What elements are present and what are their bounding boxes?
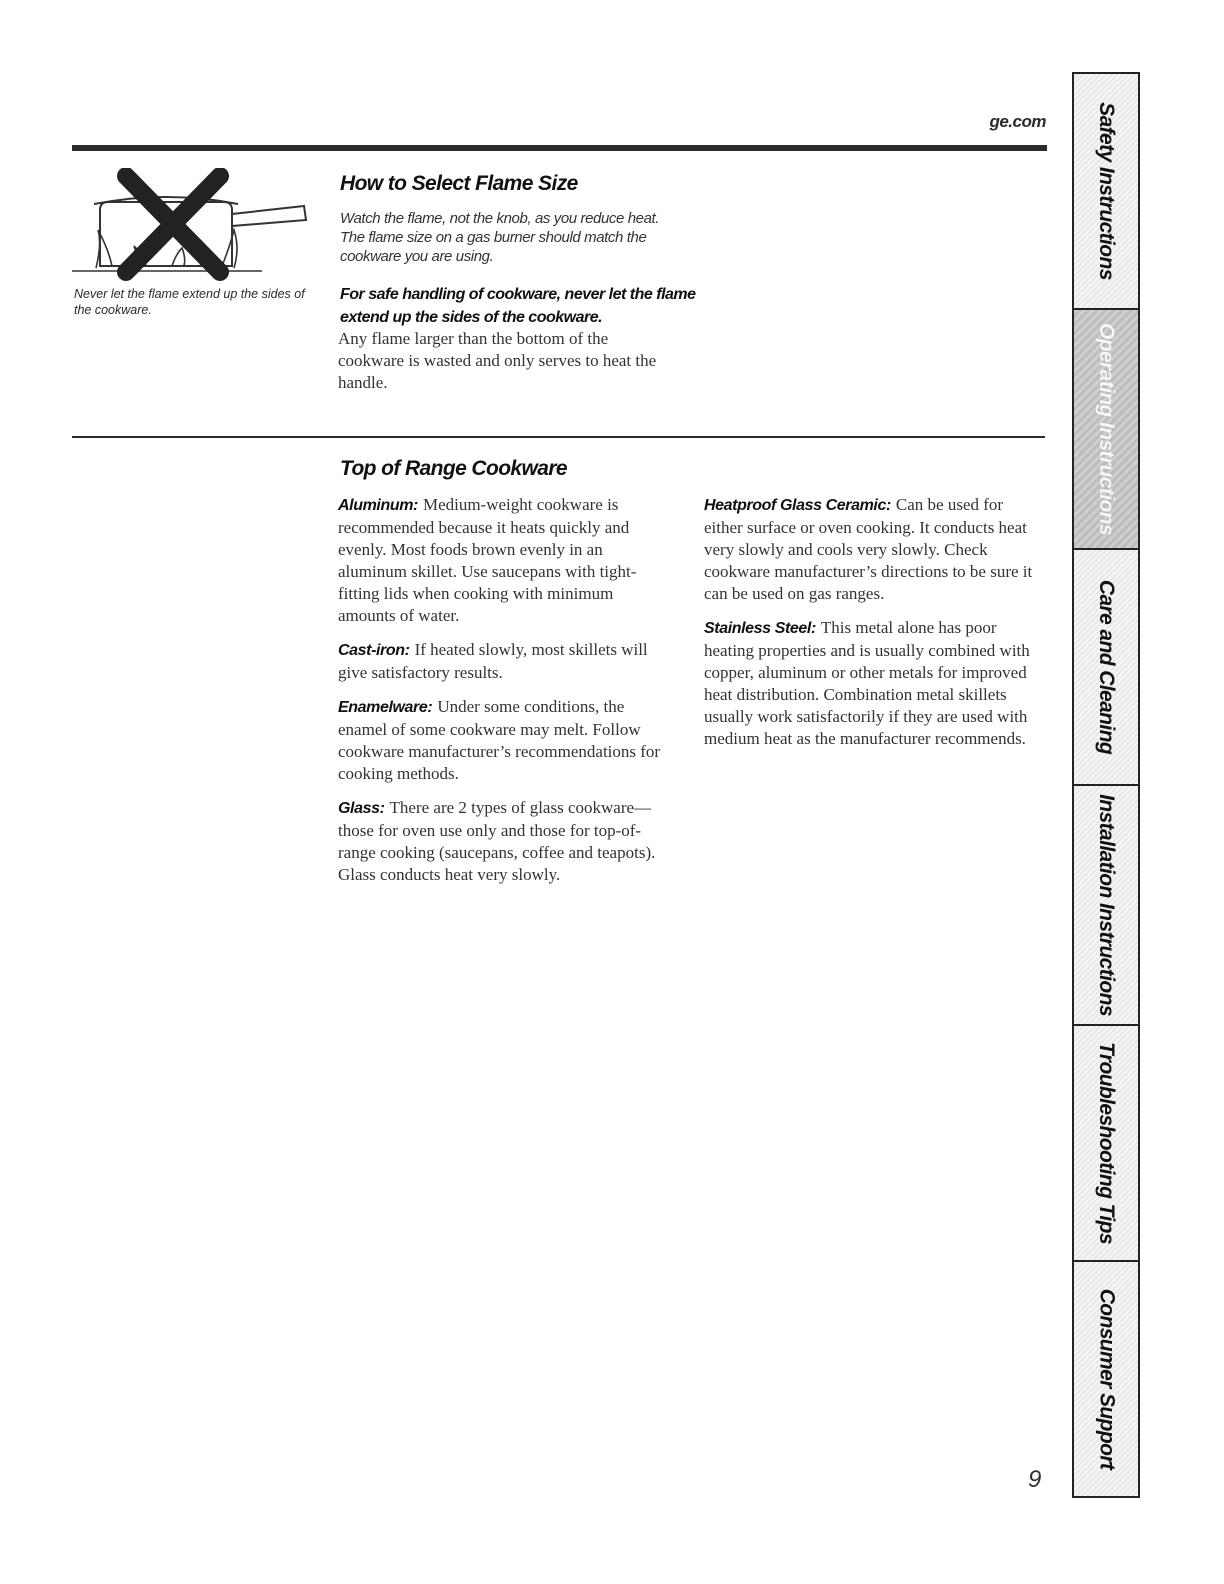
cookware-right-column xyxy=(704,494,1044,762)
tab-operating-instructions[interactable] xyxy=(1074,310,1138,550)
flame-warning-illustration xyxy=(72,168,312,282)
cookware-left-column xyxy=(338,494,673,898)
cookware-entry-aluminum xyxy=(338,494,673,627)
page-number: 9 xyxy=(1028,1466,1042,1493)
cookware-entry-cast-iron xyxy=(338,639,673,684)
cookware-entry-stainless-steel xyxy=(704,617,1044,750)
entry-term: Glass: xyxy=(338,800,385,817)
entry-term: Heatproof Glass Ceramic: xyxy=(704,497,891,514)
cookware-entry-glass xyxy=(338,797,673,886)
section-tab-sidebar xyxy=(1072,72,1140,1498)
tab-label: Operating Instructions xyxy=(1095,323,1118,535)
tab-care-and-cleaning[interactable] xyxy=(1074,550,1138,786)
tab-label: Troubleshooting Tips xyxy=(1095,1042,1119,1244)
entry-term: Cast-iron: xyxy=(338,642,410,659)
tab-safety-instructions[interactable] xyxy=(1074,74,1138,310)
illustration-caption: Never let the flame extend up the sides of the cookware. xyxy=(74,287,305,317)
entry-text: If heated slowly, most skillets will give satisfactory results. xyxy=(338,640,648,682)
cookware-section-title: Top of Range Cookware xyxy=(340,457,567,480)
flame-intro: Watch the flame, not the knob, as you reduce heat. The flame size on a gas burner should match the cookware you are using. xyxy=(340,210,660,265)
entry-text: There are 2 types of glass cookware—those for oven use only and those for top-of-range cooking (saucepans, coffee and teapots). Glass conducts heat very slowly. xyxy=(338,798,656,884)
entry-text: Under some conditions, the enamel of some cookware may melt. Follow cookware manufacturer’s recommendations for cooking methods. xyxy=(338,697,661,783)
entry-term: Aluminum: xyxy=(338,497,418,514)
entry-term: Stainless Steel: xyxy=(704,620,816,637)
entry-text: Can be used for either surface or oven cooking. It conducts heat very slowly and cools very slowly. Check cookware manufacturer’s directions to be sure it can be used on gas ranges. xyxy=(704,495,1033,603)
tab-troubleshooting-tips[interactable] xyxy=(1074,1026,1138,1262)
tab-label: Installation Instructions xyxy=(1095,794,1119,1016)
cookware-entry-glass-ceramic xyxy=(704,494,1044,605)
tab-label: Safety Instructions xyxy=(1095,102,1118,280)
tab-label: Care and Cleaning xyxy=(1095,579,1118,755)
flame-section-title: How to Select Flame Size xyxy=(340,172,578,195)
entry-text: This metal alone has poor heating properties and is usually combined with copper, aluminum or other metals for improved heat distribution. Combination metal skillets usually work satisfactorily if they are used with medium heat as the manufacturer recommends. xyxy=(704,618,1030,748)
flame-warning: For safe handling of cookware, never let the flame extend up the sides of the cookware. xyxy=(340,286,696,326)
entry-text: Medium-weight cookware is recommended because it heats quickly and evenly. Most foods brown evenly in an aluminum skillet. Use saucepans with tight-fitting lids when cooking with minimum amounts of water. xyxy=(338,495,637,625)
tab-label: Consumer Support xyxy=(1095,1288,1119,1470)
site-url: ge.com xyxy=(989,112,1046,131)
saucepan-handle-icon xyxy=(232,206,306,226)
entry-term: Enamelware: xyxy=(338,699,433,716)
section-divider xyxy=(72,436,1045,438)
tab-consumer-support[interactable] xyxy=(1074,1262,1138,1496)
top-rule xyxy=(72,145,1047,151)
tab-installation-instructions[interactable] xyxy=(1074,786,1138,1026)
flame-body: Any flame larger than the bottom of the cookware is wasted and only serves to heat the handle. xyxy=(338,329,657,392)
cookware-entry-enamelware xyxy=(338,696,673,785)
